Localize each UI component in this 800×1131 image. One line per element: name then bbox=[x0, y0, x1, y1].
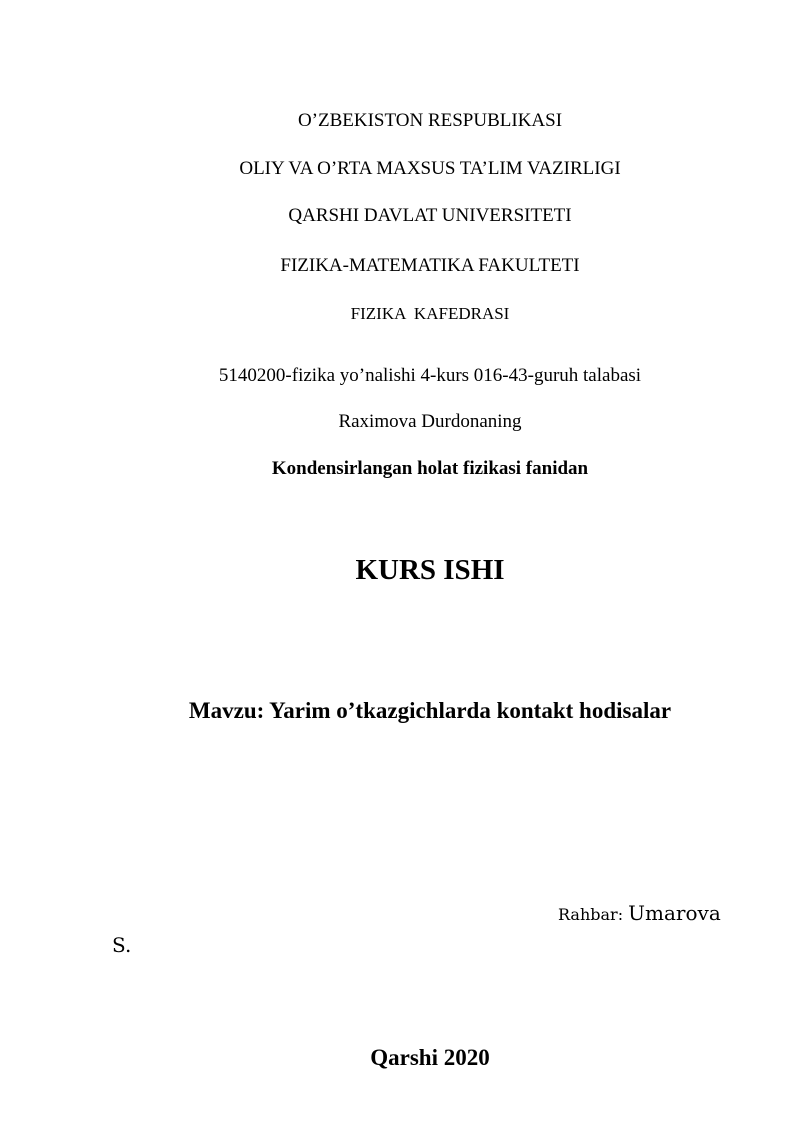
country-heading: O’ZBEKISTON RESPUBLIKASI bbox=[297, 110, 563, 131]
supervisor-name: Umarova bbox=[628, 901, 721, 925]
supervisor-initial: S. bbox=[112, 933, 132, 957]
topic-title: Mavzu: Yarim o’tkazgichlarda kontakt hodisalar bbox=[188, 698, 672, 723]
document-type-title: KURS ISHI bbox=[355, 554, 505, 586]
student-name: Raximova Durdonaning bbox=[338, 411, 522, 432]
subject-line: Kondensirlangan holat fizikasi fanidan bbox=[271, 458, 589, 479]
faculty-heading: FIZIKA-MATEMATIKA FAKULTETI bbox=[280, 255, 580, 276]
supervisor-line bbox=[558, 903, 721, 923]
ministry-heading: OLIY VA O’RTA MAXSUS TA’LIM VAZIRLIGI bbox=[239, 158, 621, 179]
university-heading: QARSHI DAVLAT UNIVERSITETI bbox=[288, 205, 572, 226]
student-info: 5140200-fizika yo’nalishi 4-kurs 016-43-guruh talabasi bbox=[218, 365, 642, 386]
department-heading: FIZIKA KAFEDRASI bbox=[350, 304, 510, 323]
footer-place-year: Qarshi 2020 bbox=[370, 1045, 490, 1070]
supervisor-label: Rahbar: bbox=[558, 905, 624, 924]
